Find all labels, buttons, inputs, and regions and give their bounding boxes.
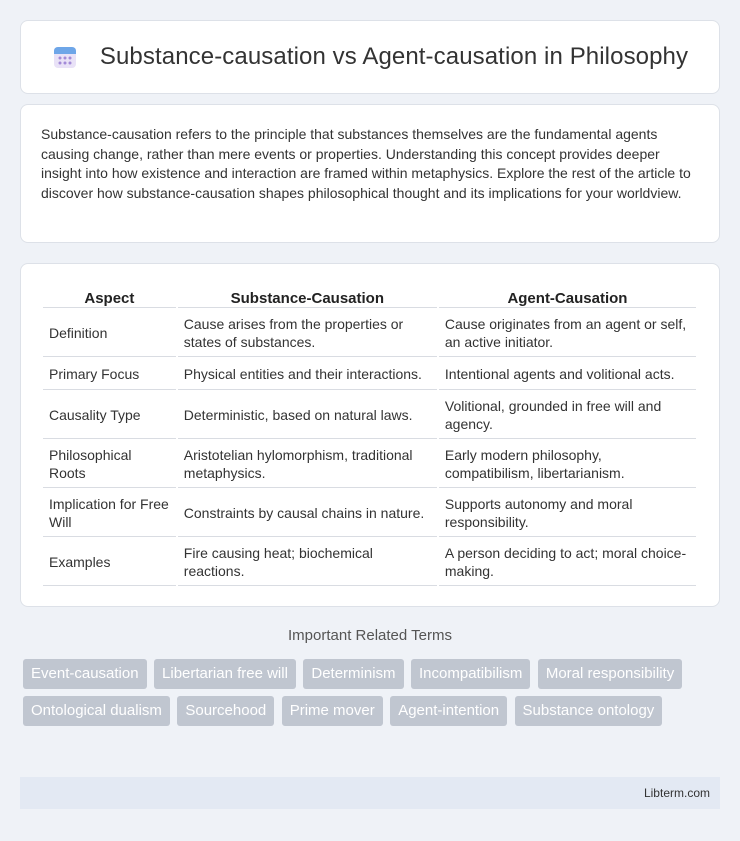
table-cell: Philosophical Roots <box>43 441 176 488</box>
tag-sourcehood[interactable]: Sourcehood <box>177 696 274 726</box>
table-cell: Implication for Free Will <box>43 490 176 537</box>
page-title: Substance-causation vs Agent-causation in Philosophy <box>99 43 689 70</box>
column-header-aspect: Aspect <box>43 286 176 308</box>
footer-site-link[interactable]: Libterm.com <box>643 786 710 800</box>
table-cell: Causality Type <box>43 392 176 439</box>
table-cell: Intentional agents and volitional acts. <box>439 359 696 390</box>
table-row <box>43 490 696 537</box>
table-row <box>43 310 696 357</box>
table-cell: Deterministic, based on natural laws. <box>178 392 437 439</box>
table-header-row <box>43 286 696 308</box>
table-row <box>43 539 696 586</box>
comparison-card <box>20 263 720 607</box>
intro-text: Substance-causation refers to the principle that substances themselves are the fundamental agents causing change, rather than mere events or properties. Understanding this concept provides deeper insight into how existence and interaction are framed within metaphysics. Explore the rest of the article to discover how substance-causation shapes philosophical thought and its implications for your worldview. <box>41 126 691 201</box>
column-header-agent: Agent-Causation <box>439 286 696 308</box>
table-cell: Examples <box>43 539 176 586</box>
tag-determinism[interactable]: Determinism <box>303 659 403 689</box>
table-cell: Fire causing heat; biochemical reactions. <box>178 539 437 586</box>
tag-moral-responsibility[interactable]: Moral responsibility <box>538 659 682 689</box>
related-terms-title: Important Related Terms <box>288 627 452 644</box>
tag-prime-mover[interactable]: Prime mover <box>282 696 383 726</box>
calendar-icon <box>52 44 78 70</box>
table-cell: Definition <box>43 310 176 357</box>
table-row <box>43 441 696 488</box>
tag-incompatibilism[interactable]: Incompatibilism <box>411 659 530 689</box>
table-cell: Cause arises from the properties or states of substances. <box>178 310 437 357</box>
title-card <box>20 20 720 94</box>
table-cell: Early modern philosophy, compatibilism, libertarianism. <box>439 441 696 488</box>
tag-event-causation[interactable]: Event-causation <box>23 659 147 689</box>
intro-card <box>20 104 720 243</box>
table-cell: Primary Focus <box>43 359 176 390</box>
table-cell: Physical entities and their interactions. <box>178 359 437 390</box>
tag-substance-ontology[interactable]: Substance ontology <box>515 696 663 726</box>
table-row <box>43 359 696 390</box>
table-cell: A person deciding to act; moral choice-making. <box>439 539 696 586</box>
table-cell: Volitional, grounded in free will and agency. <box>439 392 696 439</box>
tag-agent-intention[interactable]: Agent-intention <box>390 696 507 726</box>
related-terms-list <box>23 659 713 733</box>
table-cell: Constraints by causal chains in nature. <box>178 490 437 537</box>
table-row <box>43 392 696 439</box>
comparison-table <box>41 284 698 588</box>
table-cell: Aristotelian hylomorphism, traditional metaphysics. <box>178 441 437 488</box>
column-header-substance: Substance-Causation <box>178 286 437 308</box>
tag-ontological-dualism[interactable]: Ontological dualism <box>23 696 170 726</box>
table-cell: Supports autonomy and moral responsibility. <box>439 490 696 537</box>
table-cell: Cause originates from an agent or self, an active initiator. <box>439 310 696 357</box>
tag-libertarian-free-will[interactable]: Libertarian free will <box>154 659 296 689</box>
footer <box>20 777 720 809</box>
